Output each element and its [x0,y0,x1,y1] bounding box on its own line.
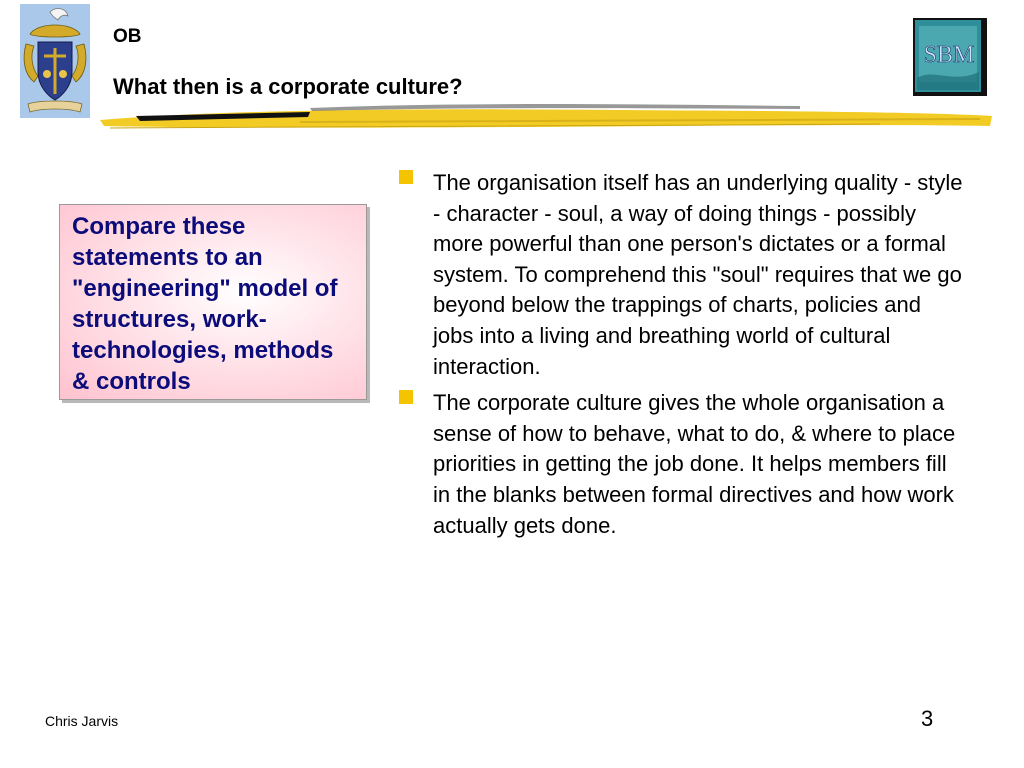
slide-title: What then is a corporate culture? [113,74,463,99]
callout-box [59,204,367,400]
footer-author: Chris Jarvis [45,713,119,729]
sbm-logo [913,18,987,96]
course-label: OB [113,26,142,47]
bullet-item [397,168,967,382]
university-crest-logo [20,4,90,118]
square-bullet-icon [399,390,413,404]
brush-stroke-divider [100,100,992,134]
bullet-list [397,168,967,547]
bullet-item [397,388,967,541]
callout-text: Compare these statements to an "engineering" model of structures, work-technologies, methods & controls [72,213,338,395]
bullet-text: The corporate culture gives the whole organisation a sense of how to behave, what to do, & where to place priorities in getting the job done. It helps members fill in the blanks between formal directives and how work actually gets done. [433,390,956,538]
page-number: 3 [921,706,934,731]
sbm-logo-text: SBM [923,42,975,68]
bullet-text: The organisation itself has an underlying quality - style - character - soul, a way of doing things - possibly more powerful than one person's dictates or a formal system. To comprehend this "soul" requires that we go beyond below the trappings of charts, policies and jobs into a living and breathing world of cultural interaction. [433,170,963,379]
square-bullet-icon [399,170,413,184]
